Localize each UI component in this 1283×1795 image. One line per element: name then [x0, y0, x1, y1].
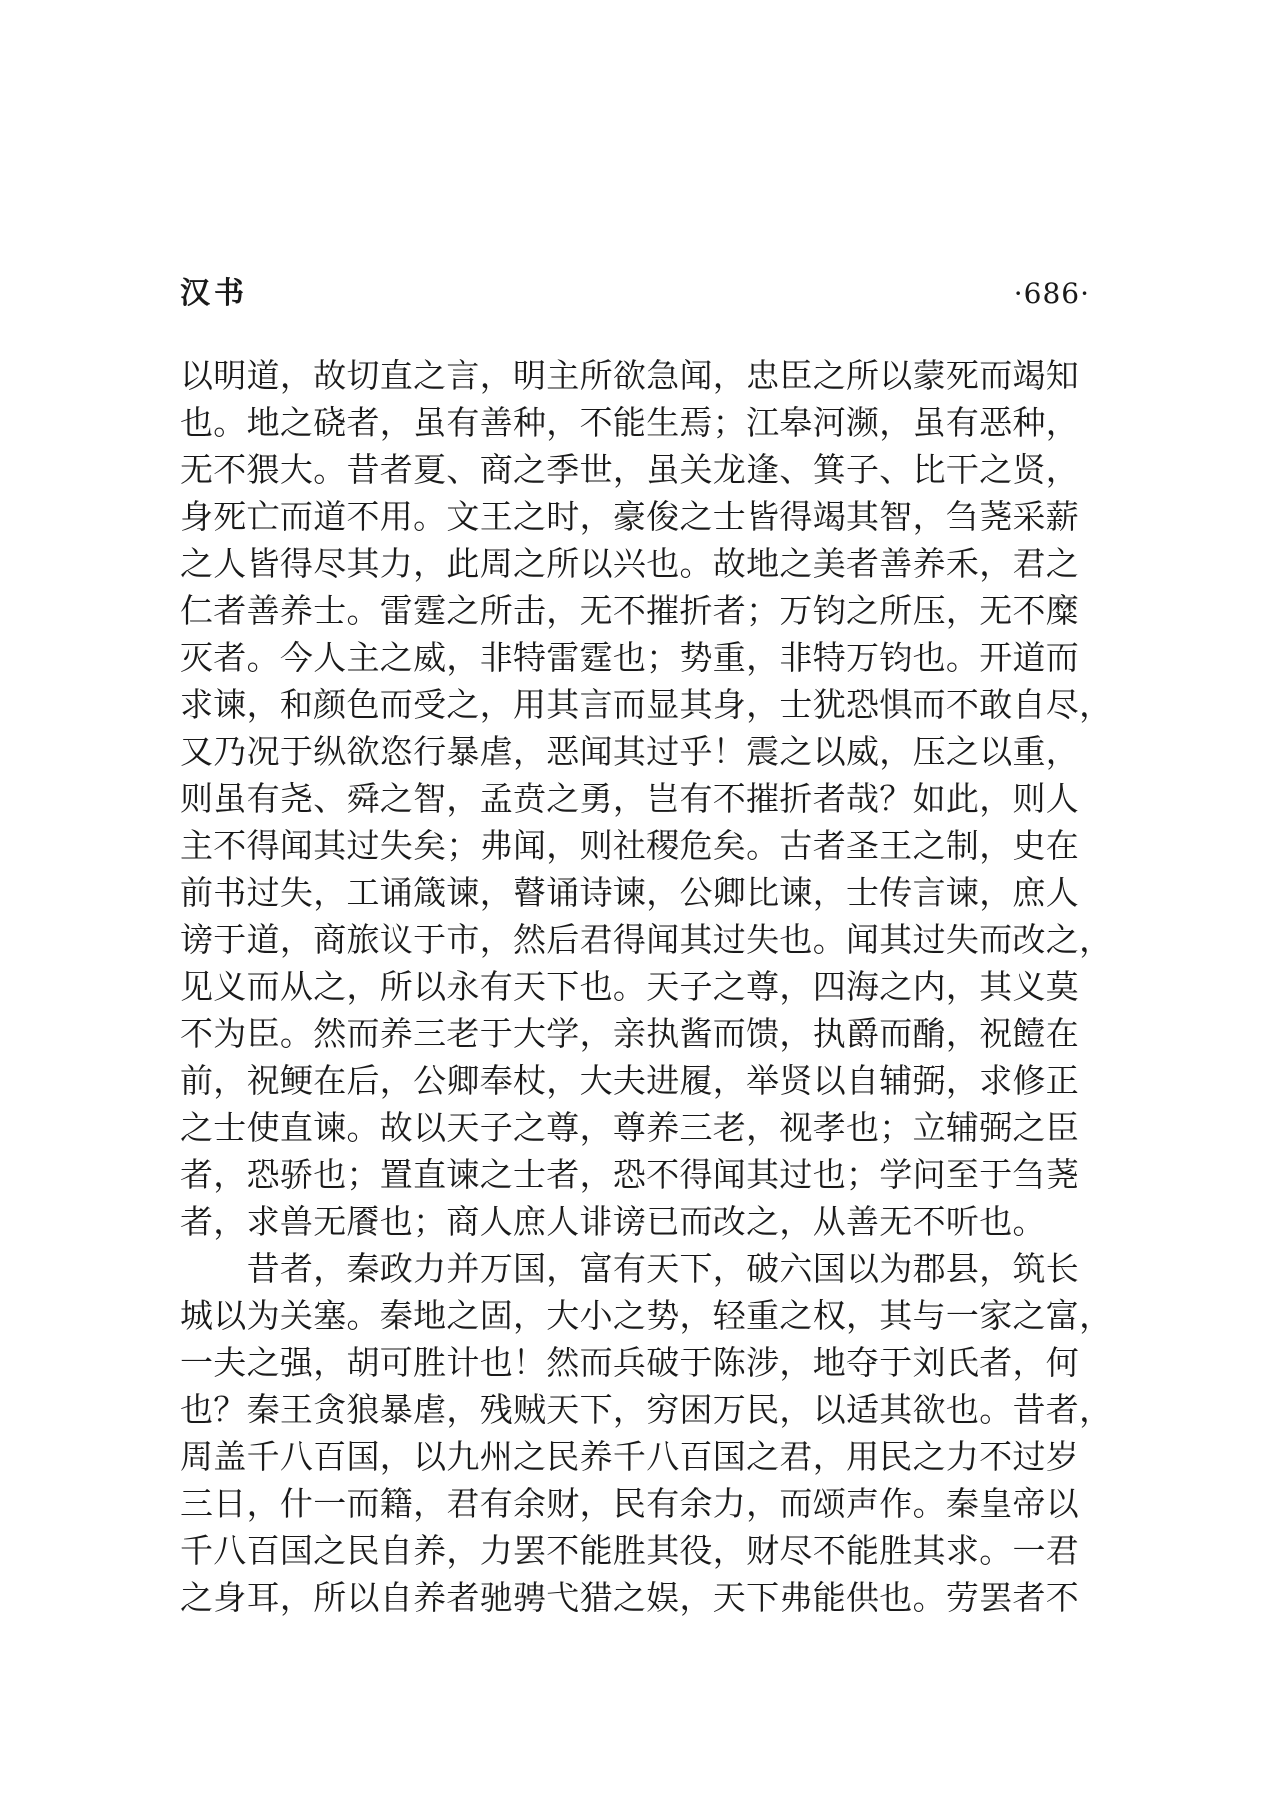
page-header [180, 274, 1090, 314]
text-line: 者，恐骄也；置直谏之士者，恐不得闻其过也；学问至于刍荛 [180, 1155, 1080, 1194]
text-line: 主不得闻其过失矣；弗闻，则社稷危矣。古者圣王之制，史在 [180, 826, 1080, 865]
text-line: 也？秦王贪狼暴虐，残贼天下，穷困万民，以适其欲也。昔者， [180, 1390, 1113, 1429]
text-line: 前，祝鲠在后，公卿奉杖，大夫进履，举贤以自辅弼，求修正 [180, 1061, 1080, 1100]
page-number: ·686· [1013, 277, 1090, 310]
text-line: 见义而从之，所以永有天下也。天子之尊，四海之内，其义莫 [180, 967, 1080, 1006]
text-line: 仁者善养士。雷霆之所击，无不摧折者；万钧之所压，无不糜 [180, 591, 1080, 630]
body-text [180, 352, 1113, 1621]
text-line: 之身耳，所以自养者驰骋弋猎之娱，天下弗能供也。劳罢者不 [180, 1578, 1080, 1617]
text-line: 昔者，秦政力并万国，富有天下，破六国以为郡县，筑长 [180, 1249, 1080, 1288]
text-line: 之人皆得尽其力，此周之所以兴也。故地之美者善养禾，君之 [180, 544, 1080, 583]
text-line: 三日，什一而籍，君有余财，民有余力，而颂声作。秦皇帝以 [180, 1484, 1080, 1523]
text-line: 前书过失，工诵箴谏，瞽诵诗谏，公卿比谏，士传言谏，庶人 [180, 873, 1080, 912]
text-line: 求谏，和颜色而受之，用其言而显其身，士犹恐惧而不敢自尽， [180, 685, 1113, 724]
text-line: 无不猥大。昔者夏、商之季世，虽关龙逢、箕子、比干之贤， [180, 450, 1080, 489]
text-line: 也。地之硗者，虽有善种，不能生焉；江皋河濒，虽有恶种， [180, 403, 1080, 442]
text-line: 一夫之强，胡可胜计也！然而兵破于陈涉，地夺于刘氏者，何 [180, 1343, 1080, 1382]
text-line: 千八百国之民自养，力罢不能胜其役，财尽不能胜其求。一君 [180, 1531, 1080, 1570]
text-line: 身死亡而道不用。文王之时，豪俊之士皆得竭其智，刍荛采薪 [180, 497, 1080, 536]
text-line: 之士使直谏。故以天子之尊，尊养三老，视孝也；立辅弼之臣 [180, 1108, 1080, 1147]
text-line: 不为臣。然而养三老于大学，亲执酱而馈，执爵而酳，祝饐在 [180, 1014, 1080, 1053]
text-line: 谤于道，商旅议于市，然后君得闻其过失也。闻其过失而改之， [180, 920, 1113, 959]
book-title: 汉书 [180, 276, 248, 311]
text-line: 城以为关塞。秦地之固，大小之势，轻重之权，其与一家之富， [180, 1296, 1113, 1335]
text-line: 则虽有尧、舜之智，孟贲之勇，岂有不摧折者哉？如此，则人 [180, 779, 1080, 818]
text-line: 灭者。今人主之威，非特雷霆也；势重，非特万钧也。开道而 [180, 638, 1080, 677]
text-line: 以明道，故切直之言，明主所欲急闻，忠臣之所以蒙死而竭知 [180, 356, 1080, 395]
text-line: 周盖千八百国，以九州之民养千八百国之君，用民之力不过岁 [180, 1437, 1080, 1476]
text-line: 者，求兽无餍也；商人庶人诽谤已而改之，从善无不听也。 [180, 1202, 1046, 1241]
text-line: 又乃况于纵欲恣行暴虐，恶闻其过乎！震之以威，压之以重， [180, 732, 1080, 771]
